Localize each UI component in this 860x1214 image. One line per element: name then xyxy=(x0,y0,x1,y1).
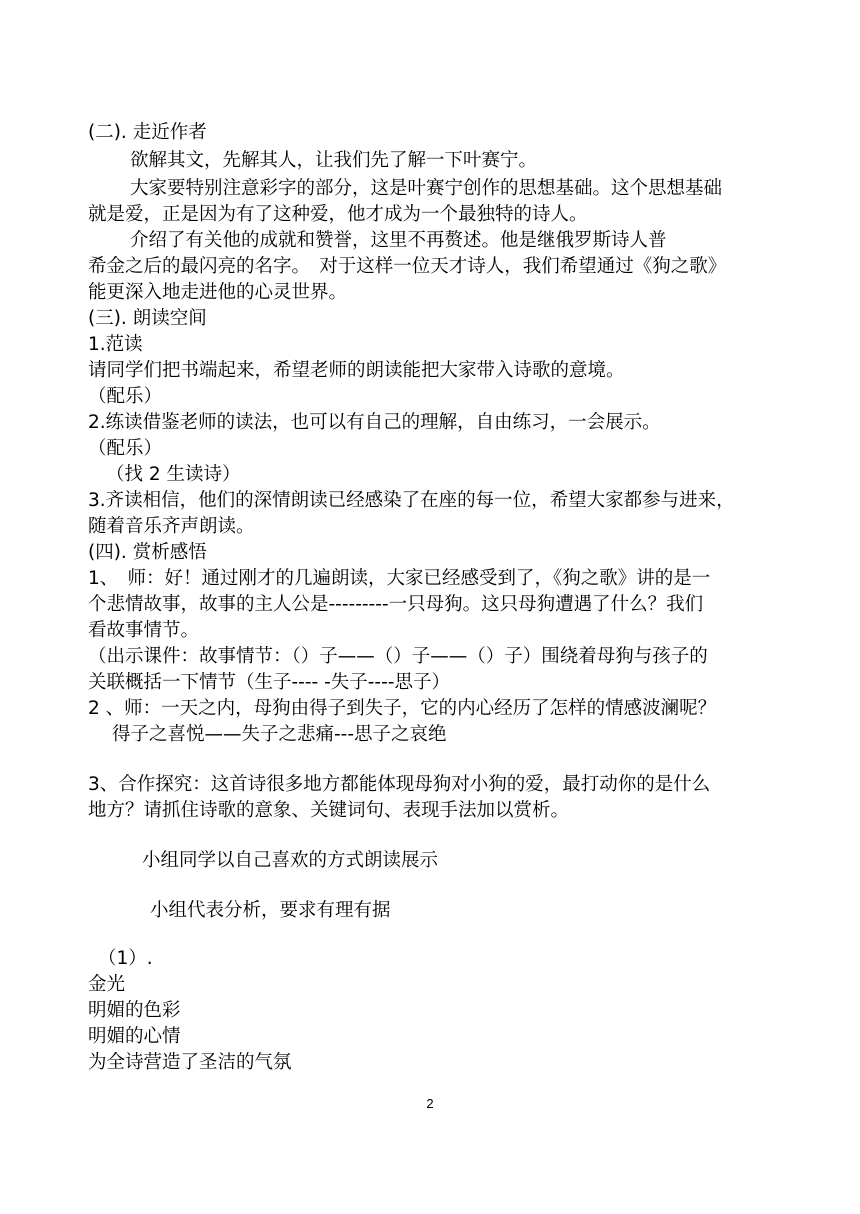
paragraph-line: 希金之后的最闪亮的名字。 对于这样一位天才诗人，我们希望通过《狗之歌》 xyxy=(88,256,727,277)
section-heading-2: (二). 走近作者 xyxy=(88,122,207,143)
section-heading-3: (三). 朗读空间 xyxy=(88,308,207,329)
paragraph-line: 3.齐读相信，他们的深情朗读已经感染了在座的每一位，希望大家都参与进来， xyxy=(88,490,735,511)
paragraph-line: 大家要特别注意彩字的部分，这是叶赛宁创作的思想基础。这个思想基础 xyxy=(130,178,723,199)
paragraph-line: 明媚的色彩 xyxy=(88,1000,181,1021)
paragraph-line: 介绍了有关他的成就和赞誉，这里不再赘述。他是继俄罗斯诗人普 xyxy=(130,230,667,251)
paragraph-line: 请同学们把书端起来，希望老师的朗读能把大家带入诗歌的意境。 xyxy=(88,360,625,381)
paragraph-line: 得子之喜悦——失子之悲痛---思子之哀绝 xyxy=(112,724,447,745)
paragraph-line: 地方？请抓住诗歌的意象、关键词句、表现手法加以赏析。 xyxy=(88,800,570,821)
paragraph-line: 关联概括一下情节（生子---- -失子----思子） xyxy=(88,672,450,693)
paragraph-line: （找 2 生读诗） xyxy=(106,464,241,485)
paragraph-line: 欲解其文，先解其人，让我们先了解一下叶赛宁。 xyxy=(130,150,538,171)
section-heading-4: (四). 赏析感悟 xyxy=(88,542,207,563)
paragraph-line: （配乐） xyxy=(88,386,163,407)
paragraph-line: 随着音乐齐声朗读。 xyxy=(88,516,255,537)
paragraph-line: （出示课件：故事情节：（）子——（）子——（）子）围绕着母狗与孩子的 xyxy=(88,646,708,667)
paragraph-line: 小组代表分析，要求有理有据 xyxy=(150,900,391,921)
paragraph-line: 1.范读 xyxy=(88,334,143,355)
paragraph-line: 3、合作探究：这首诗很多地方都能体现母狗对小狗的爱，最打动你的是什么 xyxy=(88,774,711,795)
paragraph-line: （1）. xyxy=(98,948,153,969)
paragraph-line: 1、 师：好！通过刚才的几遍朗读，大家已经感受到了，《狗之歌》讲的是一 xyxy=(88,568,711,589)
paragraph-line: （配乐） xyxy=(88,438,163,459)
paragraph-line: 为全诗营造了圣洁的气氛 xyxy=(88,1052,292,1073)
paragraph-line: 个悲情故事，故事的主人公是---------一只母狗。这只母狗遭遇了什么？我们 xyxy=(88,594,704,615)
paragraph-line: 看故事情节。 xyxy=(88,620,200,641)
paragraph-line: 就是爱，正是因为有了这种爱，他才成为一个最独特的诗人。 xyxy=(88,204,588,225)
paragraph-line: 金光 xyxy=(88,974,126,995)
paragraph-line: 明媚的心情 xyxy=(88,1026,181,1047)
paragraph-line: 2.练读借鉴老师的读法，也可以有自己的理解，自由练习，一会展示。 xyxy=(88,412,661,433)
page-number: 2 xyxy=(426,1096,434,1111)
paragraph-line: 能更深入地走进他的心灵世界。 xyxy=(88,282,348,303)
paragraph-line: 小组同学以自己喜欢的方式朗读展示 xyxy=(142,850,439,871)
paragraph-line: 2 、师：一天之内，母狗由得子到失子，它的内心经历了怎样的情感波澜呢？ xyxy=(88,698,717,719)
